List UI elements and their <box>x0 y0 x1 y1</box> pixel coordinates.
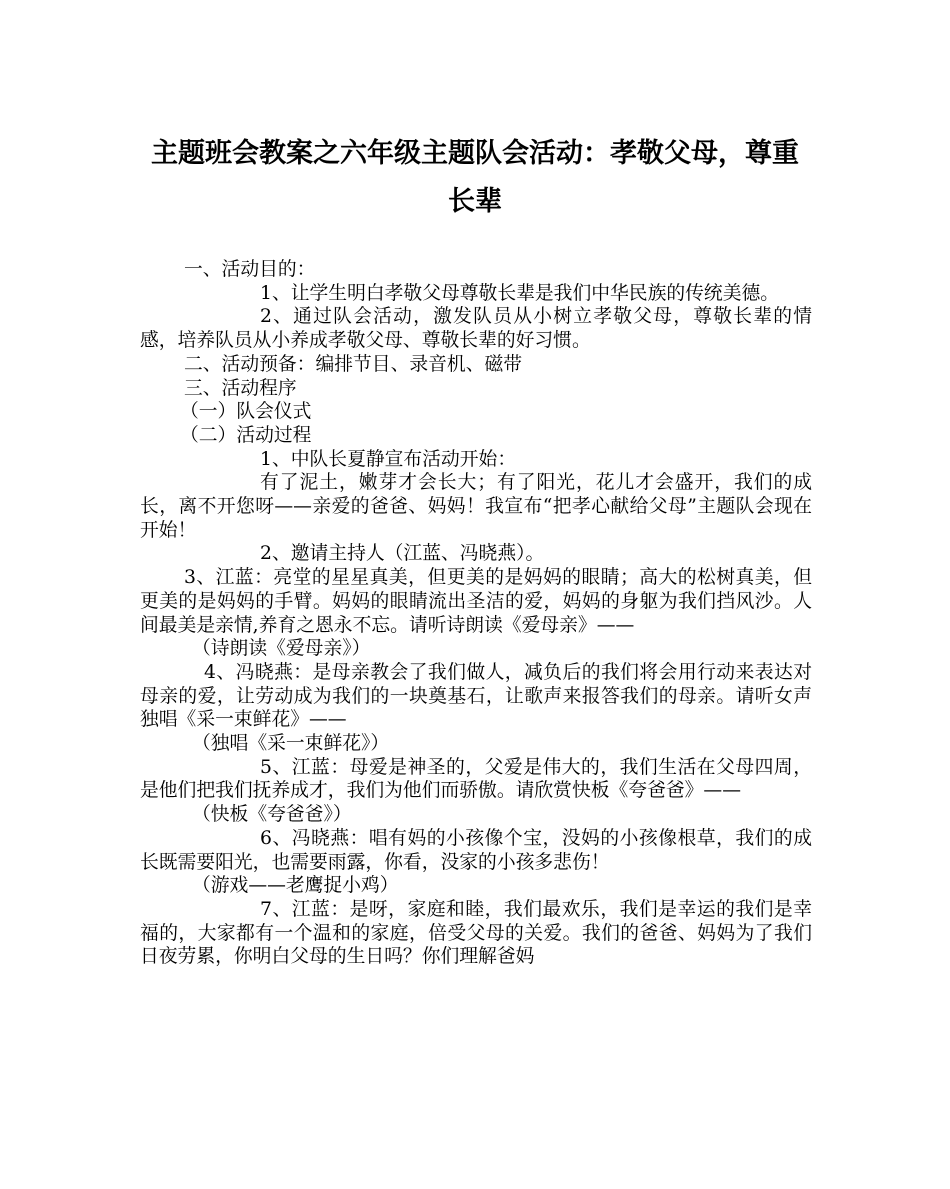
process-step-5: 5、江蓝：母爱是神圣的，父爱是伟大的，我们生活在父母四周，是他们把我们抚养成才，我们为他们而骄傲。请欣赏快板《夸爸爸》—— <box>140 756 812 802</box>
program-note-kuaiban: （快板《夸爸爸》） <box>192 804 352 826</box>
procedure-subheading-1: （一）队会仪式 <box>180 401 312 423</box>
purpose-item-1: 1、让学生明白孝敬父母尊敬长辈是我们中华民族的传统美德。 <box>260 282 780 304</box>
purpose-item-2: 2、通过队会活动，激发队员从小树立孝敬父母，尊敬长辈的情感，培养队员从小养成孝敬父母、尊敬长辈的好习惯。 <box>140 306 812 352</box>
process-step-1-speech: 有了泥土，嫩芽才会长大；有了阳光，花儿才会盛开，我们的成长，离不开您呀——亲爱的爸爸、妈妈！我宣布“把孝心献给父母”主题队会现在开始！ <box>140 472 812 541</box>
process-step-4: 4、冯晓燕：是母亲教会了我们做人，减负后的我们将会用行动来表达对母亲的爱，让劳动成为我们的一块奠基石，让歌声来报答我们的母亲。请听女声独唱《采一束鲜花》—— <box>140 661 812 731</box>
section-heading-procedure: 三、活动程序 <box>184 377 297 399</box>
process-step-3: 3、江蓝：亮堂的星星真美，但更美的是妈妈的眼睛；高大的松树真美，但更美的是妈妈的手臂。妈妈的眼睛流出圣洁的爱，妈妈的身躯为我们挡风沙。人间最美是亲情,养育之恩永不忘。请听诗朗读《爱母亲》—— <box>140 567 812 636</box>
document-title: 主题班会教案之六年级主题队会活动：孝敬父母，尊重长辈 <box>151 138 799 217</box>
program-note-game: （游戏——老鹰捉小鸡） <box>192 875 399 897</box>
section-heading-preparation: 二、活动预备：编排节目、录音机、磁带 <box>184 353 523 375</box>
process-step-6: 6、冯晓燕：唱有妈的小孩像个宝，没妈的小孩像根草，我们的成长既需要阳光，也需要雨露，你看，没家的小孩多悲伤！ <box>140 827 812 873</box>
program-note-poem: （诗朗读《爱母亲》） <box>192 638 371 660</box>
document-body <box>140 258 812 969</box>
process-step-1: 1、中队长夏静宣布活动开始： <box>260 448 517 470</box>
section-heading-purpose: 一、活动目的： <box>184 259 316 280</box>
process-step-7: 7、江蓝：是呀，家庭和睦，我们最欢乐，我们是幸运的我们是幸福的，大家都有一个温和的家庭，倍受父母的关爱。我们的爸爸、妈妈为了我们日夜劳累，你明白父母的生日吗？你们理解爸妈 <box>140 898 812 968</box>
process-step-2: 2、邀请主持人（江蓝、冯晓燕）。 <box>260 543 545 565</box>
procedure-subheading-2: （二）活动过程 <box>180 424 312 446</box>
program-note-solo: （独唱《采一束鲜花》） <box>192 733 390 755</box>
